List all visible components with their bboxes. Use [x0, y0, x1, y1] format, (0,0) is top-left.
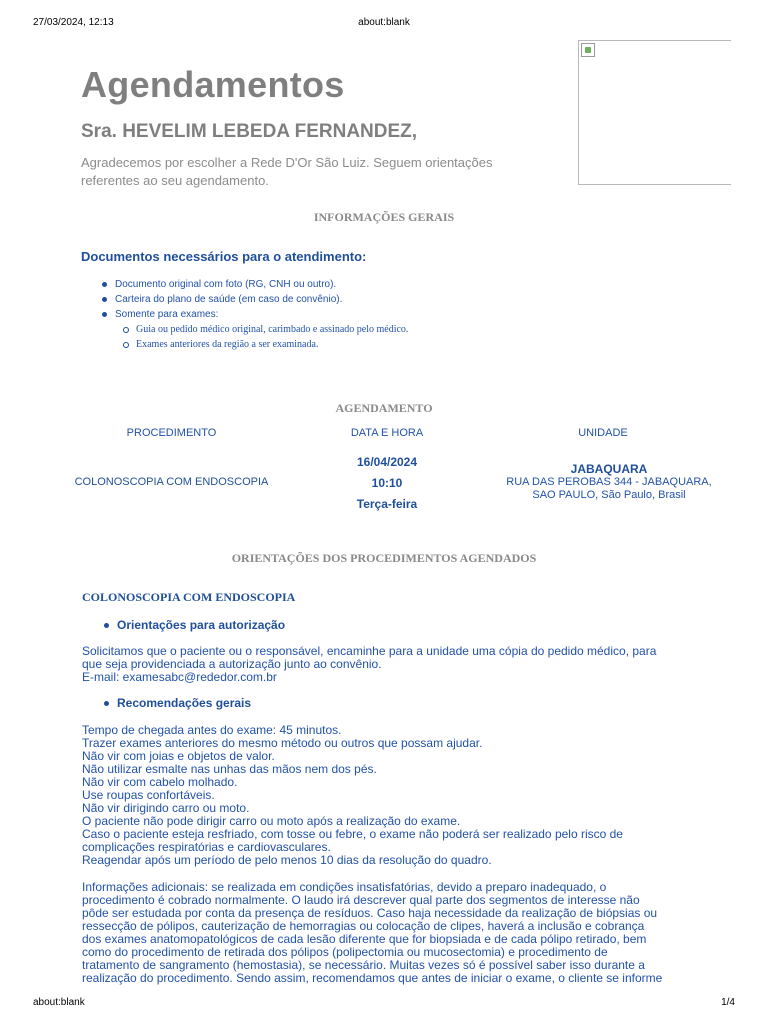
text-line: Não utilizar esmalte nas unhas das mãos nem dos pés. [82, 762, 377, 776]
text-line: complicações respiratórias e cardiovasculares. [82, 840, 331, 854]
bullet-icon [104, 623, 109, 628]
list-item: Exames anteriores da região a ser examinada. [122, 337, 408, 352]
unit-address-line: SAO PAULO, São Paulo, Brasil [532, 489, 686, 501]
bullet-icon [104, 701, 109, 706]
list-item: Guia ou pedido médico original, carimbado e assinado pelo médico. [122, 322, 408, 337]
recommendations-title: Recomendações gerais [117, 696, 252, 710]
scheduled-procedure: COLONOSCOPIA COM ENDOSCOPIA [74, 476, 269, 488]
text-line: Reagendar após um período de pelo menos 10 dias da resolução do quadro. [82, 853, 492, 867]
text-line: Use roupas confortáveis. [82, 788, 215, 802]
authorization-heading [104, 618, 285, 632]
column-header-datetime: DATA E HORA [350, 427, 424, 439]
documents-title: Documentos necessários para o atendimento: [81, 249, 367, 264]
text-line: Solicitamos que o paciente ou o responsável, encaminhe para a unidade uma cópia do pedido médico, para [82, 644, 657, 658]
procedure-title: COLONOSCOPIA COM ENDOSCOPIA [82, 590, 296, 604]
text-line: Caso o paciente esteja resfriado, com tosse ou febre, o exame não poderá ser realizado pelo risco de [82, 827, 623, 841]
broken-image-icon [581, 43, 595, 57]
column-header-procedure: PROCEDIMENTO [126, 427, 217, 439]
text-line: E-mail: examesabc@rededor.com.br [82, 670, 277, 684]
text-line: tratamento de sangramento (hemostasia), se necessário. Muitas vezes só é possível saber isso durante a [82, 958, 645, 972]
unit-name: JABAQUARA [570, 462, 648, 476]
text-line: pôde ser estudada por conta da presença de resíduos. Caso haja necessidade da realização de biópsias ou [82, 906, 658, 920]
list-item: Carteira do plano de saúde (em caso de convênio). [101, 292, 342, 307]
schedule-heading: AGENDAMENTO [335, 401, 433, 415]
scheduled-weekday: Terça-feira [356, 497, 418, 511]
recommendations-text [82, 724, 702, 867]
print-header [33, 17, 735, 31]
documents-list [101, 277, 342, 322]
column-header-unit: UNIDADE [578, 427, 628, 439]
orientations-heading: ORIENTAÇÕES DOS PROCEDIMENTOS AGENDADOS [231, 551, 537, 565]
text-line: Tempo de chegada antes do exame: 45 minutos. [82, 723, 342, 737]
authorization-title: Orientações para autorização [117, 618, 286, 632]
authorization-text [82, 645, 702, 684]
exam-documents-list [101, 322, 408, 352]
patient-greeting: Sra. HEVELIM LEBEDA FERNANDEZ, [81, 121, 418, 142]
list-item: Somente para exames: [101, 307, 342, 322]
text-line: Não vir com joias e objetos de valor. [82, 749, 275, 763]
text-line: dos exames anatomopatológicos de cada lesão diferente que for biopsiada e de cada pólipo retirado, bem [82, 932, 647, 946]
unit-address-line: RUA DAS PEROBAS 344 - JABAQUARA, [506, 476, 712, 488]
list-item: Documento original com foto (RG, CNH ou outro). [101, 277, 342, 292]
page-number: 1/4 [721, 997, 735, 1008]
unit-info [480, 462, 738, 502]
text-line: ressecção de pólipos, cauterização de hemorragias ou colocação de clipes, haverá a inclusão e cobrança [82, 919, 645, 933]
logo-image [578, 40, 731, 185]
scheduled-date: 16/04/2024 [356, 455, 418, 469]
text-line: Informações adicionais: se realizada em condições insatisfatórias, devido a preparo inadequado, o [82, 880, 607, 894]
text-line: O paciente não pode dirigir carro ou moto após a realização do exame. [82, 814, 461, 828]
print-datetime: 27/03/2024, 12:13 [33, 17, 114, 28]
general-info-heading: INFORMAÇÕES GERAIS [313, 210, 455, 224]
text-line: realização do procedimento. Sendo assim, recomendamos que antes de iniciar o exame, o cliente se informe [82, 971, 663, 985]
text-line: Não vir com cabelo molhado. [82, 775, 238, 789]
page-title: Agendamentos [81, 64, 345, 105]
print-footer-url: about:blank [33, 997, 85, 1008]
additional-info-text [82, 881, 702, 985]
print-page-title: about:blank [358, 17, 410, 28]
text-line: que seja providenciada a autorização junto ao convênio. [82, 657, 382, 671]
text-line: como do procedimento de retirada dos pólipos (polipectomia ou mucosectomia) e procedimento de [82, 945, 608, 959]
text-line: Trazer exames anteriores do mesmo método ou outros que possam ajudar. [82, 736, 483, 750]
intro-text: Agradecemos por escolher a Rede D'Or São Luiz. Seguem orientações referentes ao seu agendamento. [81, 155, 493, 188]
text-line: Não vir dirigindo carro ou moto. [82, 801, 250, 815]
print-footer [33, 997, 735, 1011]
scheduled-time: 10:10 [371, 476, 403, 490]
text-line: procedimento é cobrado normalmente. O laudo irá descrever qual parte dos segmentos de interesse não [82, 893, 640, 907]
recommendations-heading [104, 696, 251, 710]
